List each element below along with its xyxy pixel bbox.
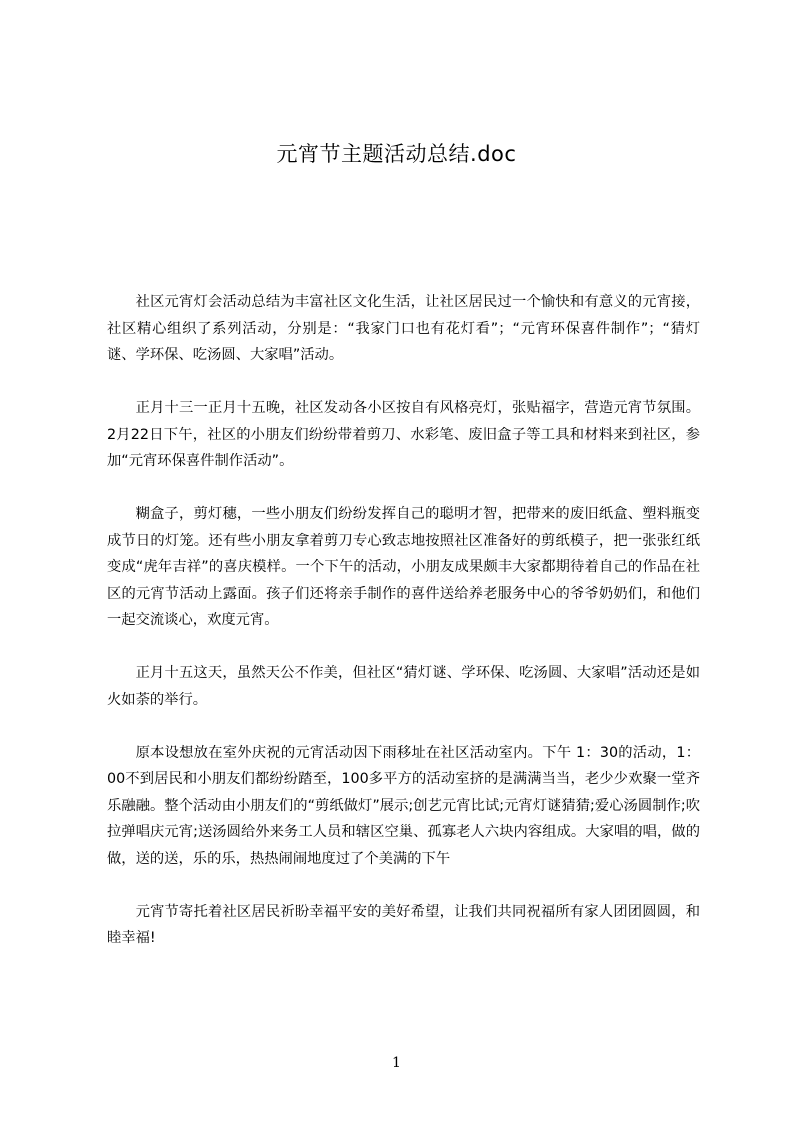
paragraph-intro: 社区元宵灯会活动总结为丰富社区文化生活，让社区居民过一个愉快和有意义的元宵接，社区精心组织了系列活动，分别是：“我家门口也有花灯看”；“元宵环保喜件制作”；“猜灯谜、学环保、吃汤圆、大家唱”活动。 bbox=[107, 294, 700, 363]
paragraph-lighting: 正月十三一正月十五晚，社区发动各小区按自有风格亮灯，张贴福字，营造元宵节氛围。2月22日下午，社区的小朋友们纷纷带着剪刀、水彩笔、废旧盒子等工具和材料来到社区，参加“元宵环保喜件制作活动”。 bbox=[107, 400, 700, 469]
paragraph-festival-day: 正月十五这天，虽然天公不作美，但社区“猜灯谜、学环保、吃汤圆、大家唱”活动还是如火如荼的举行。 bbox=[107, 665, 700, 708]
paragraph-closing: 元宵节寄托着社区居民祈盼幸福平安的美好希望，让我们共同祝福所有家人团团圆圆，和睦幸福! bbox=[107, 903, 700, 946]
page-number: 1 bbox=[392, 1055, 401, 1071]
paragraph-indoor-event: 原本设想放在室外庆祝的元宵活动因下雨移址在社区活动室内。下午 1：30的活动，1：00不到居民和小朋友们都纷纷踏至，100多平方的活动室挤的是满满当当，老少少欢聚一堂齐乐融融。整个活动由小朋友们的“剪纸做灯”展示;创艺元宵比试;元宵灯谜猜猜;爱心汤圆制作;吹拉弹唱庆元宵;送汤圆给外来务工人员和辖区空巢、孤寡老人六块内容组成。大家唱的唱，做的做，送的送，乐的乐，热热闹闹地度过了个美满的下午 bbox=[107, 744, 700, 867]
paragraph-lantern-making: 糊盒子，剪灯穗，一些小朋友们纷纷发挥自己的聪明才智，把带来的废旧纸盒、塑料瓶变成节日的灯笼。还有些小朋友拿着剪刀专心致志地按照社区准备好的剪纸模子，把一张张红纸变成“虎年吉祥”的喜庆模样。一个下午的活动，小朋友成果颇丰大家都期待着自己的作品在社区的元宵节活动上露面。孩子们还将亲手制作的喜件送给养老服务中心的爷爷奶奶们，和他们一起交流谈心，欢度元宵。 bbox=[107, 506, 700, 628]
document-body bbox=[107, 289, 700, 978]
document-title: 元宵节主题活动总结.doc bbox=[276, 142, 517, 166]
